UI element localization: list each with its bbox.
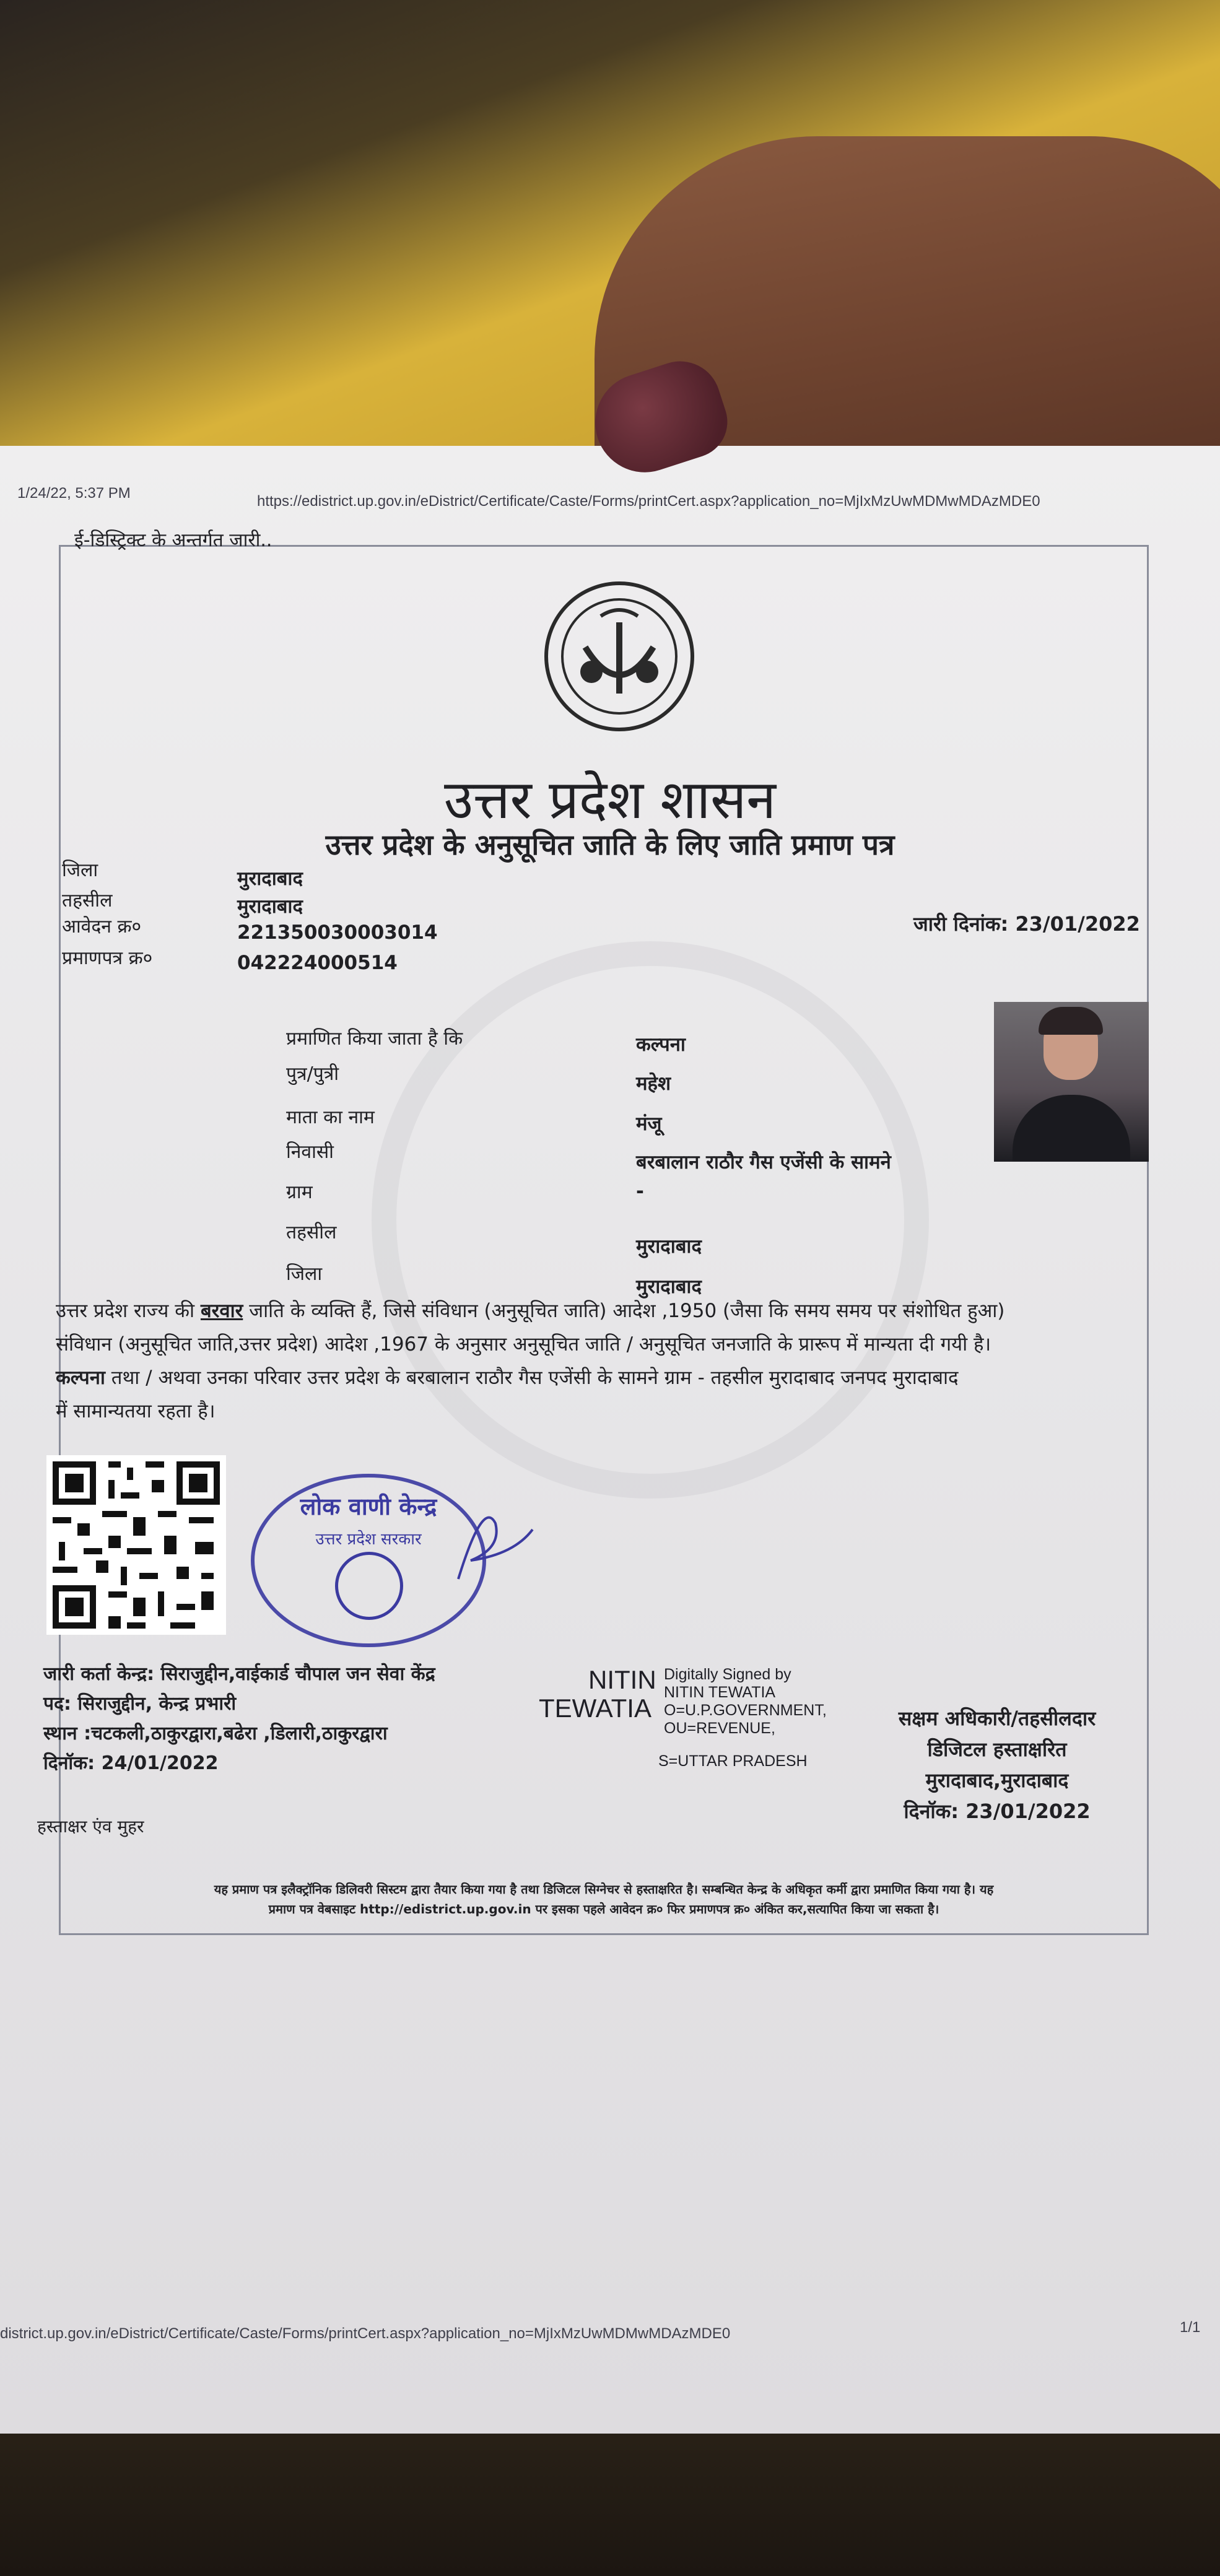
certificate-no-value: 042224000514 xyxy=(237,952,398,974)
tehsil-value: मुरादाबाद xyxy=(237,895,303,918)
govt-title: उत्तर प्रदेश शासन xyxy=(443,769,777,831)
certificate-footer-note xyxy=(59,1879,1149,1919)
issuer-post: पद: सिराजुद्दीन, केन्द्र प्रभारी xyxy=(43,1693,237,1715)
ds-line4: OU=REVENUE, xyxy=(664,1720,775,1737)
certificate-subtitle: उत्तर प्रदेश के अनुसूचित जाति के लिए जाति प्रमाण पत्र xyxy=(325,828,895,861)
authority-title: सक्षम अधिकारी/तहसीलदार xyxy=(898,1707,1096,1730)
district-value: मुरादाबाद xyxy=(237,868,303,890)
mother-name: मंजू xyxy=(636,1113,662,1135)
ds-line1: Digitally Signed by xyxy=(664,1666,791,1683)
certified-name: कल्पना xyxy=(636,1033,686,1056)
authority-block xyxy=(867,1703,1127,1827)
district-label: जिला xyxy=(62,859,98,881)
mother-label: माता का नाम xyxy=(286,1107,375,1128)
stamp-inner-text: उत्तर प्रदेश सरकार xyxy=(315,1530,422,1549)
detail-district-label: जिला xyxy=(286,1263,323,1285)
detail-district-value: मुरादाबाद xyxy=(636,1276,702,1298)
issue-date-label: जारी दिनांक: xyxy=(913,912,1009,936)
print-page-number: 1/1 xyxy=(1180,2319,1201,2336)
body-name: कल्पना xyxy=(56,1367,105,1389)
parent-name: महेश xyxy=(636,1073,671,1095)
ds-line5: S=UTTAR PRADESH xyxy=(658,1752,808,1770)
footer-line-1: यह प्रमाण पत्र इलैक्ट्रॉनिक डिलिवरी सिस्टम द्वारा तैयार किया गया है तथा डिजिटल सिग्नेचर से हस्ताक्षरित है। सम्बन्धित केन्द्र के अधिकृत कर्मी द्वारा प्रमाणित किया गया है। यह xyxy=(214,1882,994,1897)
issuer-date: दिनॉक: 24/01/2022 xyxy=(43,1752,219,1774)
issue-date-value: 23/01/2022 xyxy=(1015,912,1140,936)
qr-code xyxy=(46,1455,226,1635)
issuer-center: जारी कर्ता केन्द्र: सिराजुद्दीन,वाईकार्ड चौपाल जन सेवा केंद्र xyxy=(43,1663,435,1685)
signer-name xyxy=(539,1666,656,1723)
certified-label: प्रमाणित किया जाता है कि xyxy=(286,1028,463,1050)
resident-value: बरबालान राठौर गैस एजेंसी के सामने xyxy=(636,1151,891,1173)
body-paragraph xyxy=(56,1294,1164,1428)
print-footer-url: district.up.gov.in/eDistrict/Certificate/Caste/Forms/printCert.aspx?application_no=MjIxMzUwMDMwMDAzMDE0 xyxy=(0,2325,731,2342)
ds-line3: O=U.P.GOVERNMENT, xyxy=(664,1702,827,1719)
stamp-text: लोक वाणी केन्द्र xyxy=(300,1493,437,1520)
tehsil-label: तहसील xyxy=(62,890,113,912)
body-line-4: में सामान्यतया रहता है। xyxy=(56,1400,216,1422)
certificate-no-label: प्रमाणपत्र क्र० xyxy=(62,947,153,969)
village-value: - xyxy=(636,1180,644,1203)
body-line-1: उत्तर प्रदेश राज्य की बरवार जाति के व्यक्ति हैं, जिसे संविधान (अनुसूचित जाति) आदेश ,1950 (जैसा कि समय समय पर संशोधित हुआ) xyxy=(56,1300,1005,1322)
signer-name-line2: TEWATIA xyxy=(539,1694,651,1723)
application-no-value: 221350030003014 xyxy=(237,921,438,944)
detail-tehsil-value: मुरादाबाद xyxy=(636,1235,702,1258)
signature-scribble xyxy=(434,1486,539,1591)
applicant-photo xyxy=(994,1002,1149,1162)
ds-line2: NITIN TEWATIA xyxy=(664,1684,776,1701)
authority-sign: डिजिटल हस्ताक्षरित xyxy=(927,1738,1067,1761)
print-datetime: 1/24/22, 5:37 PM xyxy=(17,485,131,502)
print-url: https://edistrict.up.gov.in/eDistrict/Certificate/Caste/Forms/printCert.aspx?application_no=MjIxMzUwMDMwMDAzMDE0 xyxy=(257,493,1040,510)
detail-tehsil-label: तहसील xyxy=(286,1222,337,1243)
caste-name: बरवार xyxy=(200,1300,243,1322)
top-note: ई-डिस्ट्रिक्ट के अन्तर्गत जारी.. xyxy=(74,529,272,551)
application-no-label: आवेदन क्र० xyxy=(62,916,142,938)
stamp-emblem-icon xyxy=(335,1552,403,1620)
footer-line-2: प्रमाण पत्र वेबसाइट http://edistrict.up.gov.in पर इसका पहले आवेदन क्र० फिर प्रमाणपत्र क्र० अंकित कर,सत्यापित किया जा सकता है। xyxy=(268,1902,939,1917)
village-label: ग्राम xyxy=(286,1181,313,1203)
digital-signature-details xyxy=(664,1666,827,1738)
body-line-2: संविधान (अनुसूचित जाति,उत्तर प्रदेश) आदेश ,1967 के अनुसार अनुसूचित जाति / अनुसूचित जनजाति के प्रारूप में मान्यता दी गयी है। xyxy=(56,1333,991,1355)
sign-seal-label: हस्ताक्षर एंव मुहर xyxy=(37,1816,144,1837)
resident-label: निवासी xyxy=(286,1141,334,1163)
issuer-block xyxy=(43,1660,435,1778)
authority-date: दिनॉक: 23/01/2022 xyxy=(904,1799,1091,1823)
body-line-3: कल्पना तथा / अथवा उनका परिवार उत्तर प्रदेश के बरबालान राठौर गैस एजेंसी के सामने ग्राम - तहसील मुरादाबाद जनपद मुरादाबाद xyxy=(56,1367,959,1389)
issuer-place: स्थान :चटकली,ठाकुरद्वारा,बढेरा ,डिलारी,ठाकुरद्वारा xyxy=(43,1723,388,1744)
issue-date xyxy=(913,910,1140,937)
signer-name-line1: NITIN xyxy=(588,1665,656,1694)
son-daughter-label: पुत्र/पुत्री xyxy=(286,1063,339,1085)
up-govt-emblem xyxy=(542,579,697,734)
authority-place: मुरादाबाद,मुरादाबाद xyxy=(925,1769,1069,1792)
